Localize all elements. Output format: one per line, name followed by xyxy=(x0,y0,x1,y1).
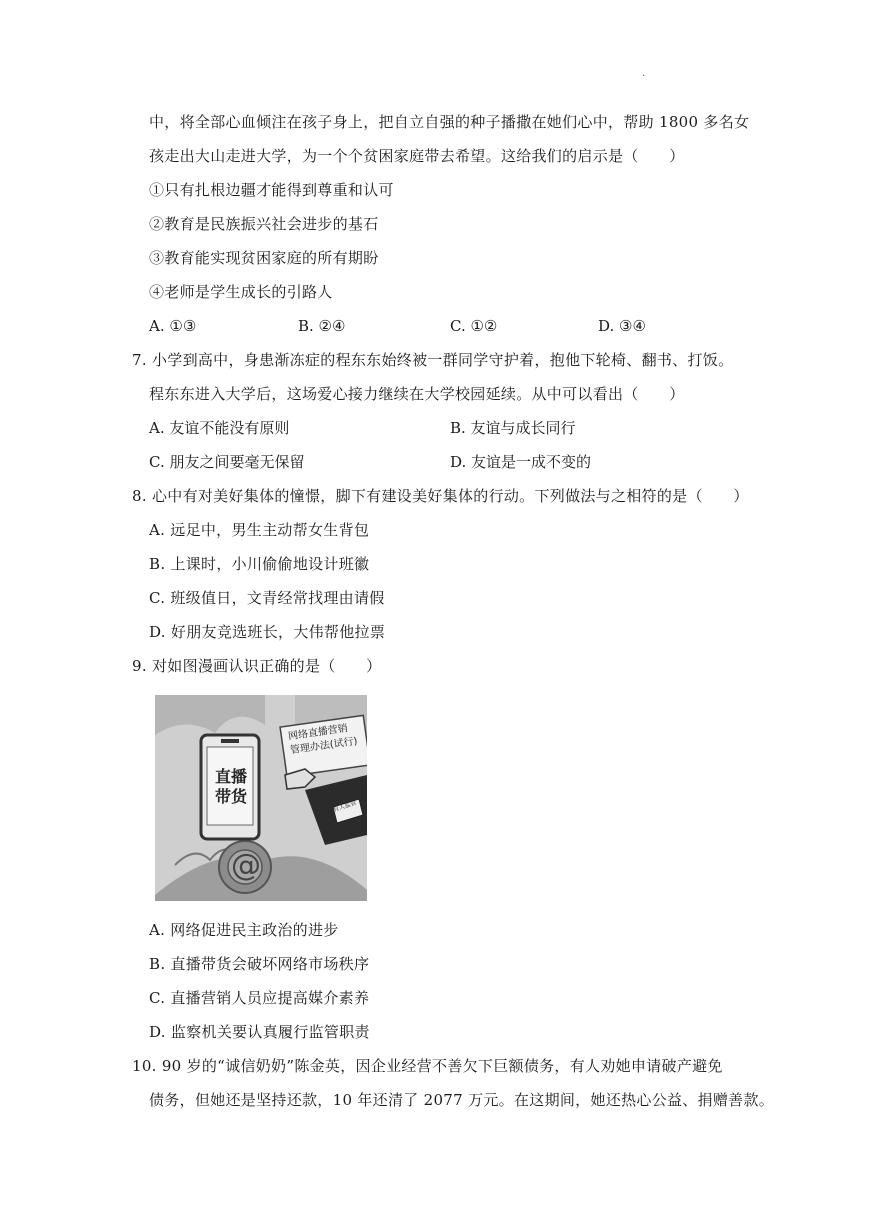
cartoon-phone-text: 直播 带货 xyxy=(214,767,247,806)
q7-option-a: A. 友谊不能没有原则 xyxy=(149,419,290,437)
q6-stem-line1: 中，将全部心血倾注在孩子身上，把自立自强的种子播撒在她们心中，帮助 1800 多名女 xyxy=(149,113,750,131)
cartoon-at-symbol: @ xyxy=(231,848,261,883)
q6-stem-line2: 孩走出大山走进大学，为一个个贫困家庭带去希望。这给我们的启示是（ ） xyxy=(149,147,685,165)
q8-option-b: B. 上课时，小川偷偷地设计班徽 xyxy=(149,555,370,573)
q6-statement-4: ④老师是学生成长的引路人 xyxy=(149,283,333,301)
q8-stem-line1: 8. 心中有对美好集体的憧憬，脚下有建设美好集体的行动。下列做法与之相符的是（ ） xyxy=(132,487,749,505)
q9-stem-line1: 9. 对如图漫画认识正确的是（ ） xyxy=(132,657,382,675)
q6-statement-1: ①只有扎根边疆才能得到尊重和认可 xyxy=(149,181,394,199)
q6-option-b: B. ②④ xyxy=(298,317,346,335)
q8-option-c: C. 班级值日，文青经常找理由请假 xyxy=(149,589,385,607)
q6-statement-2: ②教育是民族振兴社会进步的基石 xyxy=(149,215,379,233)
q10-stem-line1: 10. 90 岁的“诚信奶奶”陈金英，因企业经营不善欠下巨额债务，有人劝她申请破产避免 xyxy=(132,1057,723,1075)
q6-option-a: A. ①③ xyxy=(149,317,197,335)
q8-option-a: A. 远足中，男生主动帮女生背包 xyxy=(149,521,370,539)
cartoon-sleeve-text: 有人监管 xyxy=(332,799,358,814)
q7-stem-line2: 程东东进入大学后，这场爱心接力继续在大学校园延续。从中可以看出（ ） xyxy=(149,385,685,403)
q7-option-d: D. 友谊是一成不变的 xyxy=(450,453,592,471)
q6-statement-3: ③教育能实现贫困家庭的所有期盼 xyxy=(149,249,379,267)
cartoon-illustration xyxy=(155,695,367,901)
q8-option-d: D. 好朋友竞选班长，大伟帮他拉票 xyxy=(149,623,386,641)
q7-option-b: B. 友谊与成长同行 xyxy=(450,419,576,437)
q9-option-d: D. 监察机关要认真履行监管职责 xyxy=(149,1023,370,1041)
q7-option-c: C. 朋友之间要毫无保留 xyxy=(149,453,305,471)
cartoon-board-text: 网络直播营销 管理办法(试行) xyxy=(287,723,359,757)
q9-option-b: B. 直播带货会破坏网络市场秩序 xyxy=(149,955,370,973)
page-dot: . xyxy=(642,68,646,79)
q10-stem-line2: 债务，但她还是坚持还款，10 年还清了 2077 万元。在这期间，她还热心公益、捐赠善款。 xyxy=(149,1091,775,1109)
q9-option-a: A. 网络促进民主政治的进步 xyxy=(149,921,339,939)
q6-option-c: C. ①② xyxy=(450,317,498,335)
q6-option-d: D. ③④ xyxy=(598,317,646,335)
q7-stem-line1: 7. 小学到高中，身患渐冻症的程东东始终被一群同学守护着，抱他下轮椅、翻书、打饭。 xyxy=(132,351,734,369)
q9-option-c: C. 直播营销人员应提高媒介素养 xyxy=(149,989,370,1007)
